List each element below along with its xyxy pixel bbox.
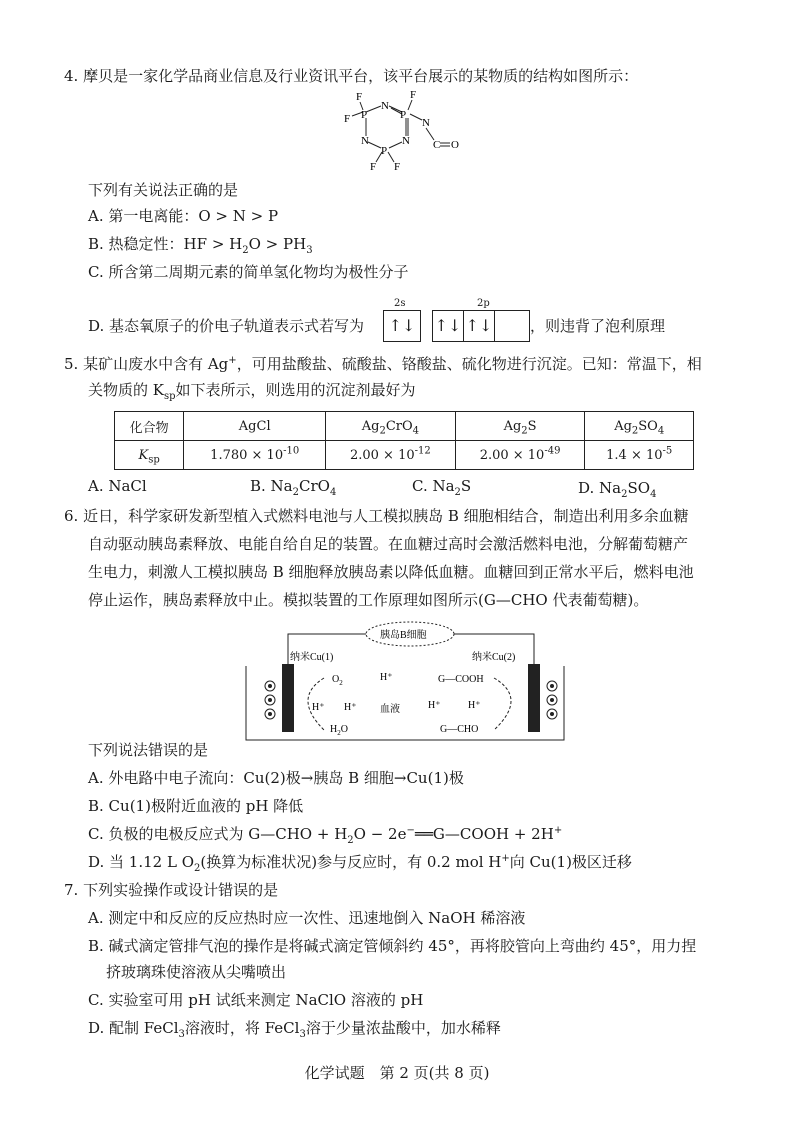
- row-ksp-label: $K_{sp}$: [115, 441, 184, 470]
- h2o-label: $H_2O$: [330, 724, 348, 737]
- atom-f3: F: [410, 89, 417, 101]
- q6-stem-line3: 生电力，刺激人工模拟胰岛 B 细胞释放胰岛素以降低血糖。血糖回到正常水平后，燃料电池: [88, 563, 694, 581]
- h-ion-mid: H⁺: [344, 702, 357, 713]
- q5-stem-line2: 关物质的 $K_{sp}$如下表所示，则选用的沉淀剂最好为: [88, 381, 416, 402]
- ksp-table: [114, 411, 694, 470]
- header-ag2cro4: $Ag_2CrO_4$: [326, 412, 456, 441]
- q7-option-c: C. 实验室可用 pH 试纸来测定 NaClO 溶液的 pH: [88, 991, 424, 1009]
- orbital-2p: [432, 310, 530, 342]
- nano-cu2-label: 纳米Cu(2): [472, 652, 516, 663]
- nano-cu1-label: 纳米Cu(1): [290, 652, 334, 663]
- islet-b-cell-label: 胰岛B细胞: [380, 630, 427, 641]
- atom-f4: F: [370, 161, 377, 172]
- h-ion-right: H⁺: [428, 700, 441, 711]
- q5-option-b: B. $Na_2CrO_4$: [250, 477, 337, 498]
- atom-n1: N: [381, 100, 389, 112]
- q6-intro: 下列说法错误的是: [88, 741, 209, 759]
- q5-option-d: D. $Na_2SO_4$: [578, 479, 657, 500]
- ksp-ag2so4: $1.4 \times 10^{-5}$: [585, 441, 694, 470]
- ksp-agcl: $1.780 \times 10^{-10}$: [184, 441, 326, 470]
- header-agcl: AgCl: [184, 412, 326, 441]
- q7-stem: 7. 下列实验操作或设计错误的是: [64, 881, 279, 899]
- q7-option-b-line1: B. 碱式滴定管排气泡的操作是将碱式滴定管倾斜约 45°，再将胶管向上弯曲约 45°，用力捏: [88, 937, 697, 955]
- label-2p: 2p: [477, 298, 490, 309]
- q4-option-b: B. 热稳定性：HF > $H_2O > PH_3$: [88, 235, 313, 256]
- q4-stem: 4. 摩贝是一家化学品商业信息及行业资讯平台，该平台展示的某物质的结构如图所示：: [64, 67, 639, 85]
- label-2s: 2s: [394, 298, 406, 309]
- ksp-ag2s: $2.00 \times 10^{-49}$: [455, 441, 585, 470]
- atom-p3: P: [381, 145, 388, 157]
- ksp-ag2cro4: $2.00 \times 10^{-12}$: [326, 441, 456, 470]
- atom-c: C: [433, 139, 441, 151]
- orbital-2p-1: ↑↓: [433, 311, 464, 341]
- q7-option-b-line2: 挤玻璃珠使溶液从尖嘴喷出: [106, 963, 287, 981]
- orbital-2p-3: [495, 311, 525, 341]
- q5-stem: 5. 某矿山废水中含有 Ag+，可用盐酸盐、硫酸盐、铬酸盐、硫化物进行沉淀。已知：常温下，相: [64, 355, 702, 373]
- q4-option-d-tail: ，则违背了泡利原理: [530, 317, 666, 335]
- header-ag2s: $Ag_2S$: [455, 412, 585, 441]
- q6-stem-line1: 6. 近日，科学家研发新型植入式燃料电池与人工模拟胰岛 B 细胞相结合，制造出利用多余血糖: [64, 507, 689, 525]
- orbital-2s-arrows: ↑↓: [388, 316, 416, 335]
- q5-option-a: A. NaCl: [88, 477, 147, 495]
- orbital-2p-2: ↑↓: [464, 311, 495, 341]
- o2-label: $O_2$: [332, 674, 343, 687]
- q7-option-d: D. 配制 FeCl$_3$溶液时，将 FeCl$_3$溶于少量浓盐酸中，加水稀释: [88, 1019, 501, 1040]
- orbital-2s: [383, 310, 421, 342]
- gcho-label: G—CHO: [440, 724, 479, 735]
- q6-option-a: A. 外电路中电子流向：Cu(2)极→胰岛 B 细胞→Cu(1)极: [88, 769, 464, 787]
- q4-intro: 下列有关说法正确的是: [88, 181, 239, 199]
- atom-f2: F: [344, 113, 351, 125]
- atom-p2: P: [400, 109, 407, 121]
- atom-f5: F: [394, 161, 401, 172]
- page-footer: 化学试题 第 2 页(共 8 页): [304, 1064, 490, 1082]
- q6-option-d: D. 当 1.12 L $O_2$(换算为标准状况)参与反应时，有 0.2 mol H+向 Cu(1)极区迁移: [88, 853, 632, 874]
- q6-option-b: B. Cu(1)极附近血液的 pH 降低: [88, 797, 304, 815]
- q4-option-a: A. 第一电离能：O > N > P: [88, 207, 279, 225]
- header-compound: 化合物: [115, 412, 184, 441]
- atom-o: O: [451, 139, 459, 151]
- gcooh-label: G—COOH: [438, 674, 484, 685]
- fuel-cell-diagram: [240, 618, 570, 744]
- table-row: [115, 412, 694, 441]
- atom-p1: P: [361, 109, 368, 121]
- atom-n2: N: [422, 117, 430, 129]
- q6-stem-line2: 自动驱动胰岛素释放、电能自给自足的装置。在血糖过高时会激活燃料电池，分解葡萄糖产: [88, 535, 689, 553]
- atom-n3: N: [361, 135, 369, 147]
- q7-option-a: A. 测定中和反应的反应热时应一次性、迅速地倒入 NaOH 稀溶液: [88, 909, 526, 927]
- h-ion-far-right: H⁺: [468, 700, 481, 711]
- atom-f1: F: [356, 91, 363, 103]
- h-ion-top: H⁺: [380, 672, 393, 683]
- q4-option-d-text: D. 基态氧原子的价电子轨道表示式若写为: [88, 317, 365, 335]
- q5-option-c: C. $Na_2S$: [412, 477, 472, 498]
- table-row: [115, 441, 694, 470]
- q6-option-c: C. 负极的电极反应式为 G—CHO + $H_2O$ − 2e−══G—COOH + 2H+: [88, 825, 563, 846]
- q4-option-c: C. 所含第二周期元素的简单氢化物均为极性分子: [88, 263, 409, 281]
- atom-n4: N: [402, 135, 410, 147]
- h-ion-left: H⁺: [312, 702, 325, 713]
- header-ag2so4: $Ag_2SO_4$: [585, 412, 694, 441]
- blood-label: 血液: [380, 704, 400, 715]
- q6-stem-line4: 停止运作，胰岛素释放中止。模拟装置的工作原理如图所示(G—CHO 代表葡萄糖)。: [88, 591, 649, 609]
- q4-structure-diagram: [330, 88, 470, 172]
